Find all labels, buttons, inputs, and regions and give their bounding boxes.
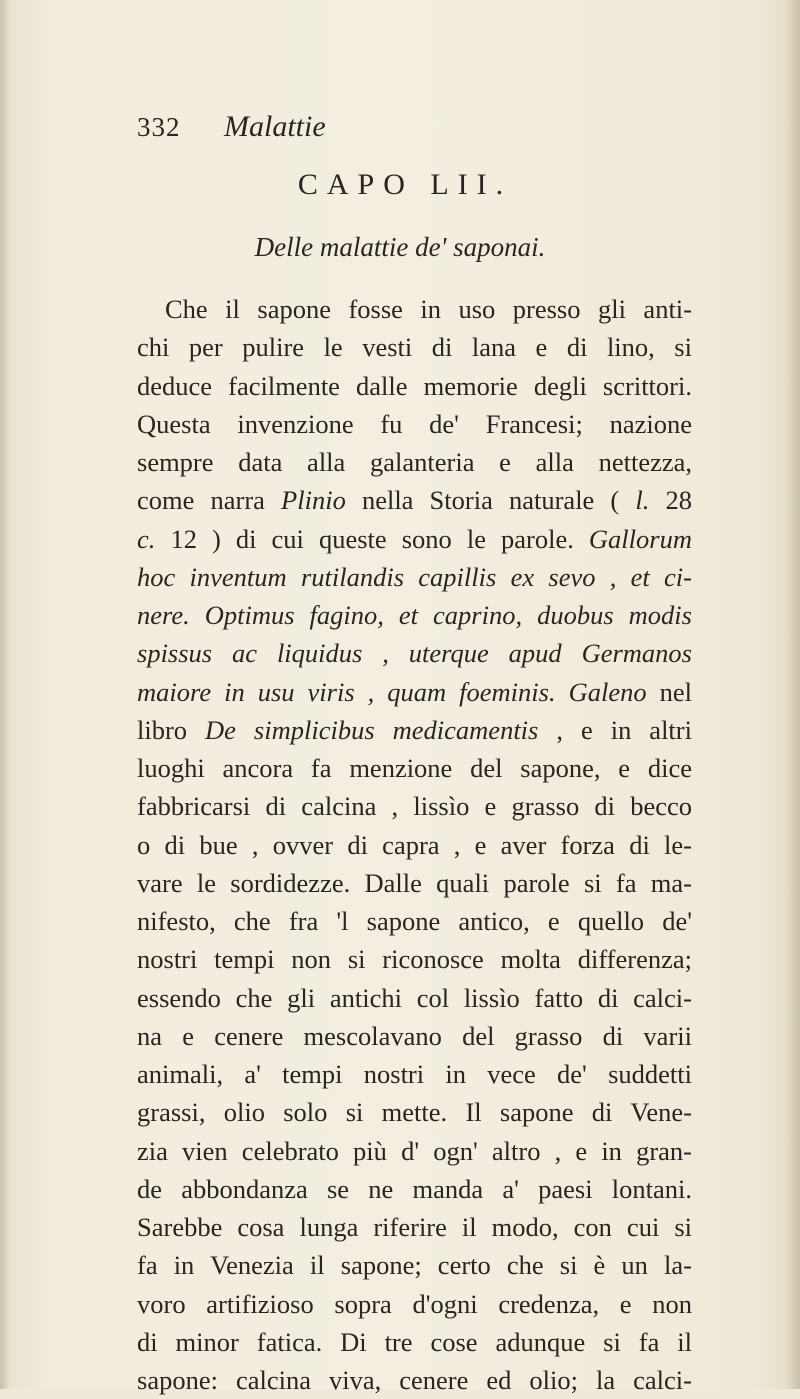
text-line — [137, 443, 692, 481]
text-segment: di minor fatica. Di tre cose adunque si fa il — [137, 1326, 692, 1357]
text-line — [137, 558, 692, 596]
italic-text-segment: nere. Optimus fagino, et caprino, duobus modis — [137, 600, 692, 630]
page-gutter-shadow — [0, 0, 10, 1389]
italic-text-segment: spissus ac liquidus , uterque apud Germanos — [137, 638, 692, 669]
italic-text-segment: Plinio — [281, 485, 346, 516]
text-line — [137, 1093, 692, 1131]
chapter-subtitle: Delle malattie de' saponai. — [254, 232, 546, 262]
text-line — [137, 520, 692, 558]
text-segment: sempre data alla galanteria e alla nettezza, — [137, 447, 692, 477]
text-line — [137, 1361, 692, 1399]
text-segment: zia vien celebrato più d' ogn' altro , e in gran- — [137, 1135, 692, 1166]
text-segment: de abbondanza se ne manda a' paesi lontani. — [137, 1173, 692, 1204]
text-line — [137, 405, 692, 443]
text-line — [137, 634, 692, 672]
text-segment: chi per pulire le vesti di lana e di lino, si — [137, 332, 692, 363]
text-line — [137, 328, 692, 366]
text-line — [137, 711, 692, 749]
text-segment: na e cenere mescolavano del grasso di varii — [137, 1020, 692, 1051]
text-line — [137, 940, 692, 978]
text-line — [137, 864, 692, 902]
text-segment: o di bue , ovver di capra , e aver forza di le- — [137, 829, 692, 860]
text-segment: , e in altri — [538, 714, 692, 745]
text-line — [137, 1017, 692, 1055]
text-segment: Sarebbe cosa lunga riferire il modo, con cui si — [137, 1212, 692, 1242]
text-line — [137, 481, 692, 519]
text-segment: nifesto, che fra 'l sapone antico, e quello de' — [137, 906, 692, 936]
chapter-heading: CAPO LII. — [297, 168, 513, 201]
page-edge-shadow — [786, 0, 800, 1389]
text-line — [137, 826, 692, 864]
text-segment: fa in Venezia il sapone; certo che si è un la- — [137, 1250, 692, 1281]
italic-text-segment: De simplicibus medicamentis — [205, 714, 539, 745]
text-segment: 28 — [649, 485, 692, 516]
text-segment: deduce facilmente dalle memorie degli scrittori. — [137, 370, 692, 401]
text-segment: Che il sapone fosse in uso presso gli anti- — [165, 294, 692, 324]
text-line — [137, 1323, 692, 1361]
text-segment: animali, a' tempi nostri in vece de' suddetti — [137, 1059, 692, 1089]
text-line — [137, 902, 692, 940]
page-number: 332 — [137, 112, 181, 142]
italic-text-segment: maiore in usu viris , quam foeminis. Galeno — [137, 676, 647, 707]
text-segment: fabbricarsi di calcina , lissìo e grasso di becco — [137, 791, 692, 822]
text-segment: essendo che gli antichi col lissìo fatto di calci- — [137, 982, 692, 1013]
text-line — [137, 749, 692, 787]
italic-text-segment: l. — [635, 485, 650, 516]
text-segment: vare le sordidezze. Dalle quali parole si fa ma- — [137, 867, 692, 898]
text-line — [137, 787, 692, 825]
text-segment: voro artifizioso sopra d'ogni credenza, e non — [137, 1288, 692, 1319]
text-line — [137, 1285, 692, 1323]
text-segment: come narra — [137, 485, 282, 516]
text-segment: luoghi ancora fa menzione del sapone, e dice — [137, 753, 692, 783]
text-line — [137, 290, 692, 328]
text-segment: Questa invenzione fu de' Francesi; nazione — [137, 408, 692, 439]
text-line — [137, 1246, 692, 1284]
body-text — [137, 290, 692, 1399]
text-segment: nel — [646, 676, 692, 707]
text-segment: libro — [137, 714, 206, 745]
text-line — [137, 596, 692, 634]
text-line — [137, 367, 692, 405]
text-segment: nostri tempi non si riconosce molta differenza; — [137, 944, 692, 975]
text-line — [137, 1055, 692, 1093]
italic-text-segment: hoc inventum rutilandis capillis ex sevo , et ci- — [137, 561, 692, 592]
text-line — [137, 1170, 692, 1208]
italic-text-segment: Gallorum — [588, 523, 692, 554]
text-segment: nella Storia naturale ( — [345, 485, 636, 516]
text-line — [137, 979, 692, 1017]
text-segment: sapone: calcina viva, cenere ed olio; la calci- — [137, 1365, 692, 1395]
italic-text-segment: c. — [137, 523, 156, 554]
text-line — [137, 1208, 692, 1246]
text-line — [137, 1132, 692, 1170]
text-line — [137, 673, 692, 711]
running-head — [137, 112, 677, 152]
text-segment: 12 ) di cui queste sono le parole. — [155, 523, 589, 554]
running-title: Malattie — [224, 110, 326, 143]
text-segment: grassi, olio solo si mette. Il sapone di Vene- — [137, 1097, 692, 1128]
